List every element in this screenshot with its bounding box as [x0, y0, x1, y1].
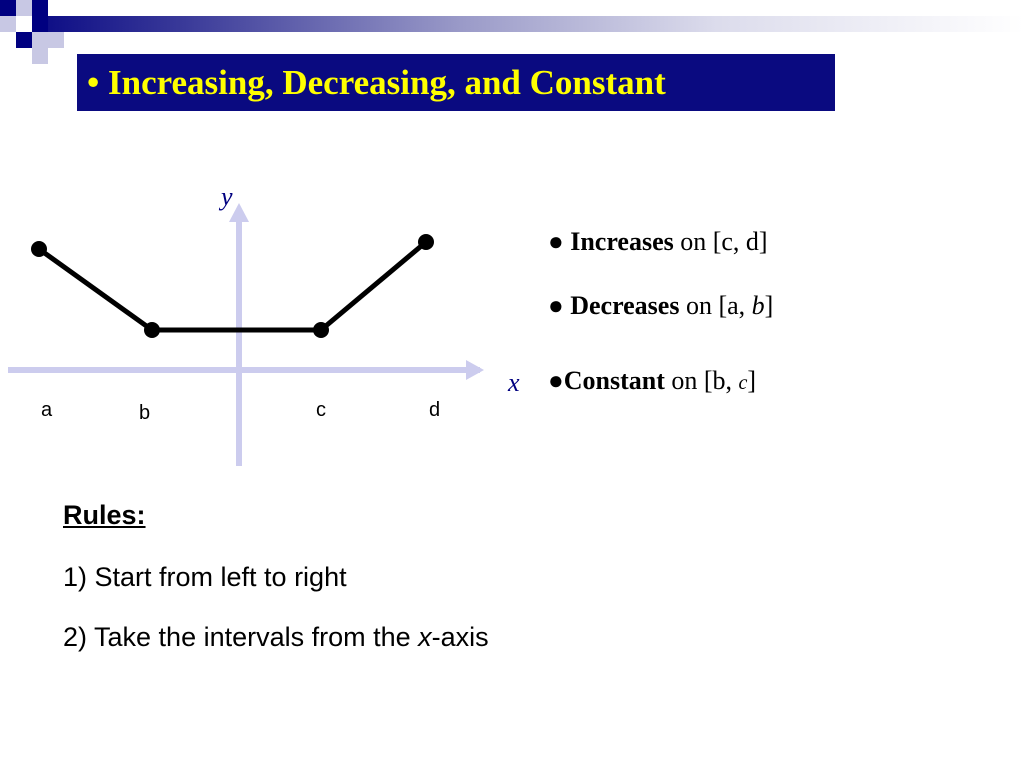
fact-constant	[548, 366, 756, 396]
graph-point-c	[313, 322, 329, 338]
fact-constant-interval-start: on [b,	[664, 366, 739, 395]
fact-decreases-keyword: Decreases	[570, 291, 680, 320]
rule-2-start: 2) Take the intervals from the	[63, 622, 419, 652]
fact-increases-bullet: ●	[548, 227, 571, 256]
fact-decreases-var: b	[751, 291, 765, 320]
rule-2-var: x	[418, 622, 432, 652]
y-axis-label: y	[221, 182, 233, 211]
fact-increases-keyword: Increases	[570, 227, 674, 256]
fact-decreases-interval-start: on [a,	[679, 291, 752, 320]
fact-decreases-interval-end: ]	[764, 291, 774, 320]
rules-heading: Rules:	[63, 500, 146, 530]
point-label-d: d	[429, 399, 441, 421]
graph-point-a	[31, 241, 47, 257]
rule-2	[63, 622, 489, 653]
point-label-a: a	[41, 399, 53, 421]
fact-constant-keyword: Constant	[563, 366, 665, 395]
slide-title: • Increasing, Decreasing, and Constant	[87, 62, 666, 102]
fact-decreases-bullet: ●	[548, 291, 571, 320]
graph-point-d	[418, 234, 434, 250]
fact-decreases	[548, 291, 773, 321]
graph-line	[39, 242, 426, 330]
rule-2-end: -axis	[431, 622, 489, 652]
x-axis-arrowhead	[466, 360, 484, 380]
fact-constant-bullet: ●	[548, 366, 564, 395]
fact-increases-interval: on [c, d]	[673, 227, 768, 256]
fact-constant-var: c	[738, 372, 748, 394]
graph-point-b	[144, 322, 160, 338]
rule-1: 1) Start from left to right	[63, 562, 347, 592]
fact-increases	[548, 227, 768, 257]
point-label-c: c	[316, 399, 326, 421]
fact-constant-interval-end: ]	[747, 366, 757, 395]
point-label-b: b	[139, 402, 151, 424]
x-axis-label: x	[508, 368, 520, 397]
